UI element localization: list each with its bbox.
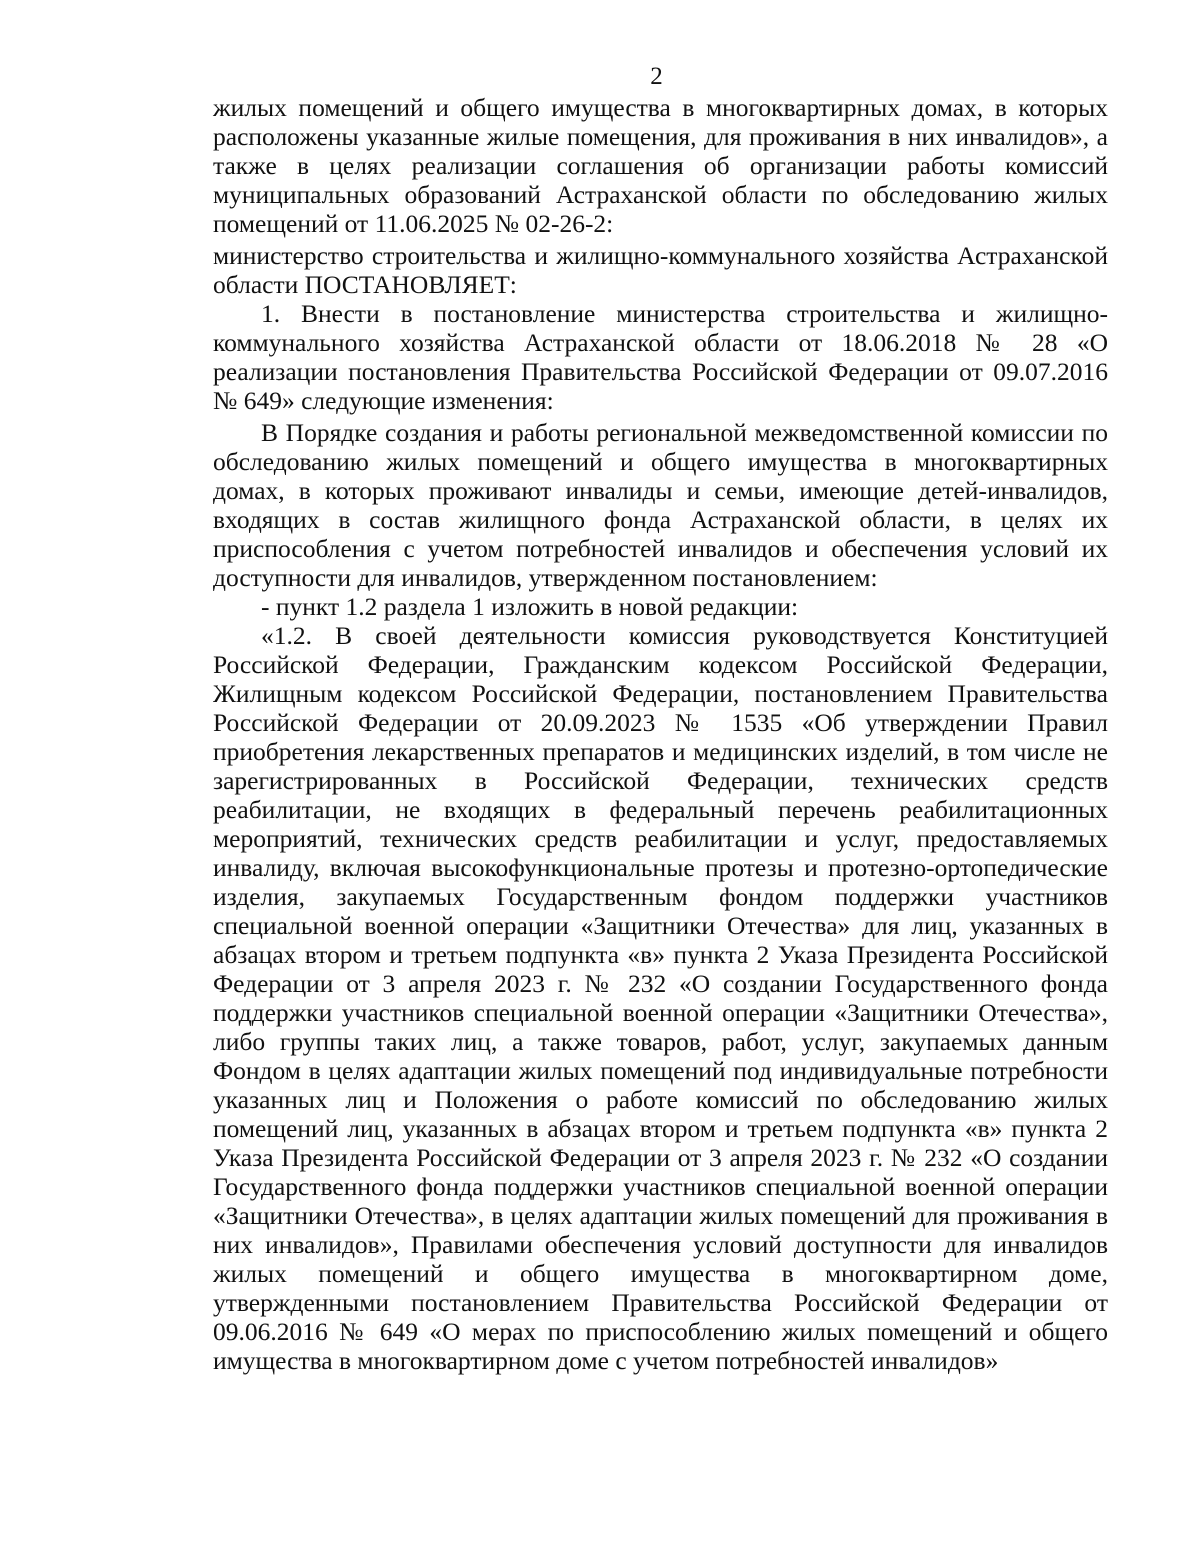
paragraph-ministry-resolves: министерство строительства и жилищно-коммунального хозяйства Астраханской области ПОСТАНОВЛЯЕТ: xyxy=(213,241,1108,299)
page-number: 2 xyxy=(650,63,663,90)
paragraph-procedure-amendment: В Порядке создания и работы региональной межведомственной комиссии по обследованию жилых помещений и общего имущества в многоквартирных домах, в которых проживают инвалиды и семьи, имеющие детей-инвалидов, входящих в состав жилищного фонда Астраханской области, в целях их приспособления с учетом потребностей инвалидов и обеспечения условий их доступности для инвалидов, утвержденном постановлением: xyxy=(213,418,1108,592)
document-body xyxy=(213,93,1108,1375)
paragraph-item-1: 1. Внести в постановление министерства строительства и жилищно-коммунального хозяйства Астраханской области от 18.06.2018 № 28 «О реализации постановления Правительства Российской Федерации от 09.07.2016 № 649» следующие изменения: xyxy=(213,299,1108,415)
paragraph-clause-1-2-new-text: «1.2. В своей деятельности комиссия руководствуется Конституцией Российской Федерации, Гражданским кодексом Российской Федерации, Жилищным кодексом Российской Федерации, постановлением Правительства Российской Федерации от 20.09.2023 № 1535 «Об утверждении Правил приобретения лекарственных препаратов и медицинских изделий, в том числе не зарегистрированных в Российской Федерации, технических средств реабилитации, не входящих в федеральный перечень реабилитационных мероприятий, технических средств реабилитации и услуг, предоставляемых инвалиду, включая высокофункциональные протезы и протезно-ортопедические изделия, закупаемых Государственным фондом поддержки участников специальной военной операции «Защитники Отечества» для лиц, указанных в абзацах втором и третьем подпункта «в» пункта 2 Указа Президента Российской Федерации от 3 апреля 2023 г. № 232 «О создании Государственного фонда поддержки участников специальной военной операции «Защитники Отечества», либо группы таких лиц, а также товаров, работ, услуг, закупаемых данным Фондом в целях адаптации жилых помещений под индивидуальные потребности указанных лиц и Положения о работе комиссий по обследованию жилых помещений лиц, указанных в абзацах втором и третьем подпункта «в» пункта 2 Указа Президента Российской Федерации от 3 апреля 2023 г. № 232 «О создании Государственного фонда поддержки участников специальной военной операции «Защитники Отечества», в целях адаптации жилых помещений для проживания в них инвалидов», Правилами обеспечения условий доступности для инвалидов жилых помещений и общего имущества в многоквартирном доме, утвержденными постановлением Правительства Российской Федерации от 09.06.2016 № 649 «О мерах по приспособлению жилых помещений и общего имущества в многоквартирном доме с учетом потребностей инвалидов» xyxy=(213,621,1108,1375)
paragraph-clause-1-2-instruction: - пункт 1.2 раздела 1 изложить в новой редакции: xyxy=(261,592,799,621)
paragraph-preamble-continuation: жилых помещений и общего имущества в многоквартирных домах, в которых расположены указанные жилые помещения, для проживания в них инвалидов», а также в целях реализации соглашения об организации работы комиссий муниципальных образований Астраханской области по обследованию жилых помещений от 11.06.2025 № 02-26-2: xyxy=(213,93,1108,238)
